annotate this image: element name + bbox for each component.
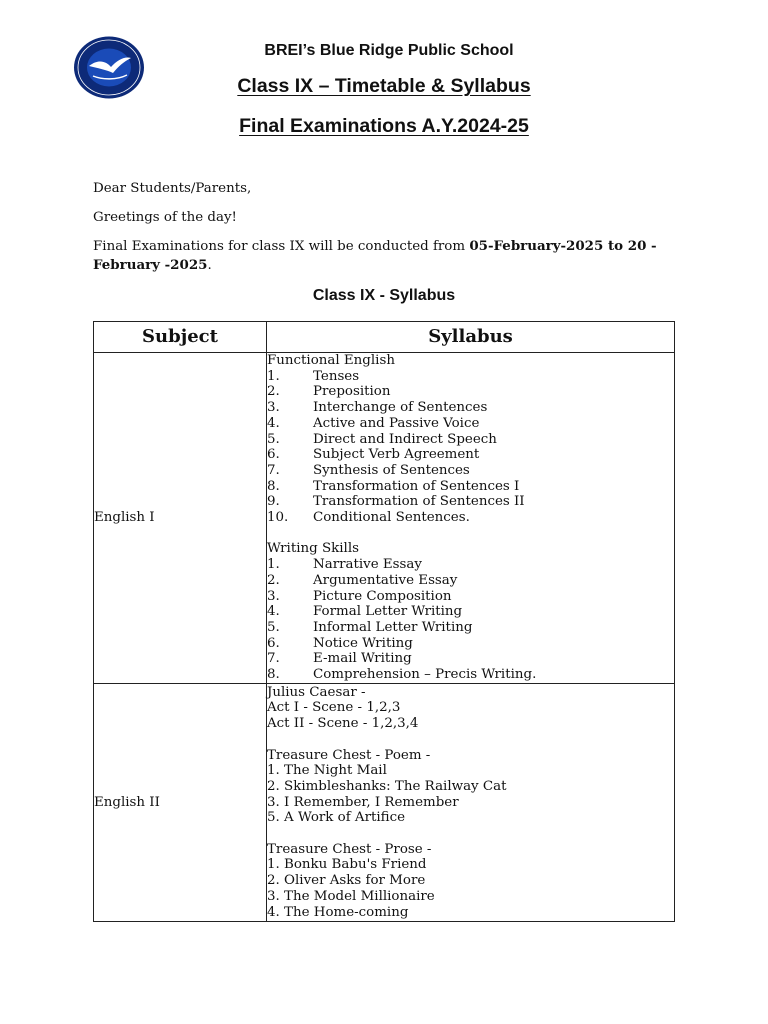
syllabus-line: 3. I Remember, I Remember xyxy=(267,794,459,810)
notice-suffix: . xyxy=(207,258,212,273)
item-text: Tenses xyxy=(313,368,360,384)
school-name: BREI’s Blue Ridge Public School xyxy=(264,42,514,59)
notice-prefix: Final Examinations for class IX will be conducted from xyxy=(93,239,470,254)
item-text: Argumentative Essay xyxy=(313,572,458,588)
syllabus-item xyxy=(267,667,674,683)
syllabus-cell xyxy=(267,353,675,684)
item-text: E-mail Writing xyxy=(313,651,412,667)
syllabus-item xyxy=(267,651,674,667)
item-number: 8. xyxy=(267,478,280,494)
syllabus-block xyxy=(267,353,674,526)
syllabus-line: Act II - Scene - 1,2,3,4 xyxy=(267,716,419,732)
syllabus-item xyxy=(267,384,674,400)
header-syllabus: Syllabus xyxy=(267,322,675,353)
document-title: Class IX – Timetable & Syllabus xyxy=(237,75,531,97)
syllabus-line: 4. The Home-coming xyxy=(267,904,409,920)
item-number: 5. xyxy=(267,619,280,635)
item-text: Picture Composition xyxy=(313,588,452,604)
syllabus-item xyxy=(267,573,674,589)
syllabus-item xyxy=(267,432,674,448)
item-text: Interchange of Sentences xyxy=(313,400,488,416)
syllabus-item xyxy=(267,557,674,573)
item-number: 1. xyxy=(267,368,280,384)
item-text: Subject Verb Agreement xyxy=(313,447,480,463)
syllabus-line: 1. Bonku Babu's Friend xyxy=(267,857,427,873)
item-number: 6. xyxy=(267,635,280,651)
start-date: 05-February-2025 xyxy=(469,238,604,254)
item-text: Comprehension – Precis Writing. xyxy=(313,667,537,683)
item-number: 9. xyxy=(267,494,280,510)
item-text: Transformation of Sentences II xyxy=(313,494,525,510)
table-row xyxy=(94,353,675,684)
item-number: 3. xyxy=(267,588,280,604)
syllabus-item xyxy=(267,369,674,385)
syllabus-cell xyxy=(267,683,675,922)
exam-notice xyxy=(93,237,683,275)
item-text: Transformation of Sentences I xyxy=(313,478,520,494)
syllabus-block xyxy=(267,685,674,732)
syllabus-table xyxy=(93,321,675,922)
syllabus-item xyxy=(267,589,674,605)
item-number: 4. xyxy=(267,604,280,620)
table-row xyxy=(94,683,675,922)
syllabus-item xyxy=(267,447,674,463)
syllabus-item xyxy=(267,400,674,416)
block-title: Functional English xyxy=(267,353,395,368)
syllabus-line: 2. Skimbleshanks: The Railway Cat xyxy=(267,778,507,794)
item-text: Formal Letter Writing xyxy=(313,604,463,620)
block-title: Treasure Chest - Poem - xyxy=(267,747,431,763)
subject-cell: English I xyxy=(94,353,267,684)
item-number: 1. xyxy=(267,557,280,573)
syllabus-item xyxy=(267,604,674,620)
item-number: 7. xyxy=(267,462,280,478)
syllabus-line: Act I - Scene - 1,2,3 xyxy=(267,700,401,716)
item-text: Narrative Essay xyxy=(313,557,422,573)
end-date: 20 -February -2025 xyxy=(93,238,657,273)
syllabus-block xyxy=(267,842,674,921)
item-text: Informal Letter Writing xyxy=(313,619,473,635)
item-number: 2. xyxy=(267,572,280,588)
item-number: 6. xyxy=(267,447,280,463)
salutation: Dear Students/Parents, xyxy=(93,181,252,196)
block-title: Julius Caesar - xyxy=(267,684,366,700)
item-number: 8. xyxy=(267,667,280,683)
greeting: Greetings of the day! xyxy=(93,210,237,225)
table-header-row xyxy=(94,322,675,353)
syllabus-item xyxy=(267,510,674,526)
item-number: 10. xyxy=(267,510,289,526)
item-text: Notice Writing xyxy=(313,635,413,651)
item-number: 5. xyxy=(267,431,280,447)
syllabus-item xyxy=(267,479,674,495)
item-text: Synthesis of Sentences xyxy=(313,462,470,478)
syllabus-block xyxy=(267,541,674,682)
syllabus-item xyxy=(267,494,674,510)
item-number: 2. xyxy=(267,384,280,400)
syllabus-line: 3. The Model Millionaire xyxy=(267,888,435,904)
item-number: 7. xyxy=(267,651,280,667)
syllabus-line: 1. The Night Mail xyxy=(267,763,387,779)
subject-cell: English II xyxy=(94,683,267,922)
item-text: Conditional Sentences. xyxy=(313,510,470,526)
syllabus-item xyxy=(267,416,674,432)
document-subtitle: Final Examinations A.Y.2024-25 xyxy=(239,115,529,137)
item-text: Preposition xyxy=(313,384,391,400)
syllabus-line: 2. Oliver Asks for More xyxy=(267,873,426,889)
item-text: Direct and Indirect Speech xyxy=(313,431,497,447)
to-word: to xyxy=(603,238,628,254)
item-number: 4. xyxy=(267,415,280,431)
syllabus-item xyxy=(267,463,674,479)
item-number: 3. xyxy=(267,400,280,416)
block-title: Writing Skills xyxy=(267,541,359,557)
syllabus-line: 5. A Work of Artifice xyxy=(267,810,406,826)
block-title: Treasure Chest - Prose - xyxy=(267,841,432,857)
syllabus-item xyxy=(267,620,674,636)
syllabus-block xyxy=(267,748,674,827)
syllabus-item xyxy=(267,636,674,652)
syllabus-heading: Class IX - Syllabus xyxy=(312,287,456,304)
header-subject: Subject xyxy=(94,322,267,353)
item-text: Active and Passive Voice xyxy=(313,415,480,431)
